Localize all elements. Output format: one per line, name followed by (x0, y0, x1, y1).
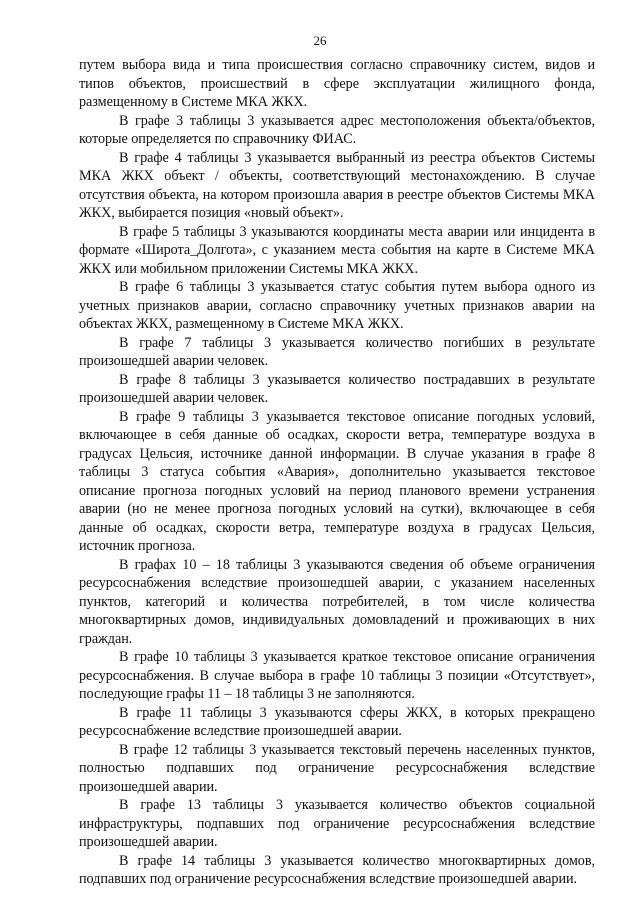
paragraph-column-14: В графе 14 таблицы 3 указывается количество многоквартирных домов, подпавших под ограничение ресурсоснабжения вследствие произошедшей аварии. (79, 852, 595, 887)
paragraph-continuation: путем выбора вида и типа происшествия согласно справочнику систем, видов и типов объектов, происшествий в сфере эксплуатации жилищного фонда, размещенному в Системе МКА ЖКХ. (79, 57, 595, 110)
paragraph-column-13: В графе 13 таблицы 3 указывается количество объектов социальной инфраструктуры, подпавших под ограничение ресурсоснабжения вследствие произошедшей аварии. (79, 797, 595, 850)
paragraph-column-8: В графе 8 таблицы 3 указывается количество пострадавших в результате произошедшей аварии человек. (79, 371, 595, 406)
paragraph-column-3: В графе 3 таблицы 3 указывается адрес местоположения объекта/объектов, которые определяется по справочнику ФИАС. (79, 112, 595, 147)
page-number: 26 (313, 33, 327, 48)
paragraph-column-7: В графе 7 таблицы 3 указывается количество погибших в результате произошедшей аварии человек. (79, 334, 595, 369)
paragraph-columns-10-18: В графах 10 – 18 таблицы 3 указываются сведения об объеме ограничения ресурсоснабжения вследствие произошедшей аварии, с указанием населенных пунктов, категорий и количества потребителей, в том числе количества многоквартирных домов, индивидуальных домовладений и проживающих в них граждан. (79, 556, 595, 647)
paragraph-column-4: В графе 4 таблицы 3 указывается выбранный из реестра объектов Системы МКА ЖКХ объект / объекты, соответствующий местонахождению. В случае отсутствия объекта, на котором произошла авария в реестре объектов Системы МКА ЖКХ, выбирается позиция «новый объект». (79, 149, 595, 221)
paragraph-column-9: В графе 9 таблицы 3 указывается текстовое описание погодных условий, включающее в себя данные об осадках, скорости ветра, температуре воздуха в градусах Цельсия, источнике данной информации. В случае указания в графе 8 таблицы 3 статуса события «Авария», дополнительно указывается текстовое описание прогноза погодных условий на период планового времени устранения аварии (но не менее прогноза погодных условий на сутки), включающее в себя данные об осадках, скорости ветра, температуре воздуха в градусах Цельсия, источник прогноза. (79, 408, 595, 554)
paragraph-column-6: В графе 6 таблицы 3 указывается статус события путем выбора одного из учетных признаков аварии, согласно справочнику учетных признаков аварии на объектах ЖКХ, размещенному в Системе МКА ЖКХ. (79, 279, 595, 332)
paragraph-column-12: В графе 12 таблицы 3 указывается текстовый перечень населенных пунктов, полностью подпавших под ограничение ресурсоснабжения вследствие произошедшей аварии. (79, 741, 595, 795)
paragraph-column-5: В графе 5 таблицы 3 указываются координаты места аварии или инцидента в формате «Широта_Долгота», с указанием места события на карте в Системе МКА ЖКХ или мобильном приложении Системы МКА ЖКХ. (79, 223, 595, 277)
paragraph-column-11: В графе 11 таблицы 3 указываются сферы ЖКХ, в которых прекращено ресурсоснабжение вследствие произошедшей аварии. (79, 704, 595, 739)
paragraph-column-10: В графе 10 таблицы 3 указывается краткое текстовое описание ограничения ресурсоснабжения. В случае выбора в графе 10 таблицы 3 позиции «Отсутствует», последующие графы 11 – 18 таблицы 3 не заполняются. (79, 649, 595, 702)
document-body (79, 56, 595, 889)
